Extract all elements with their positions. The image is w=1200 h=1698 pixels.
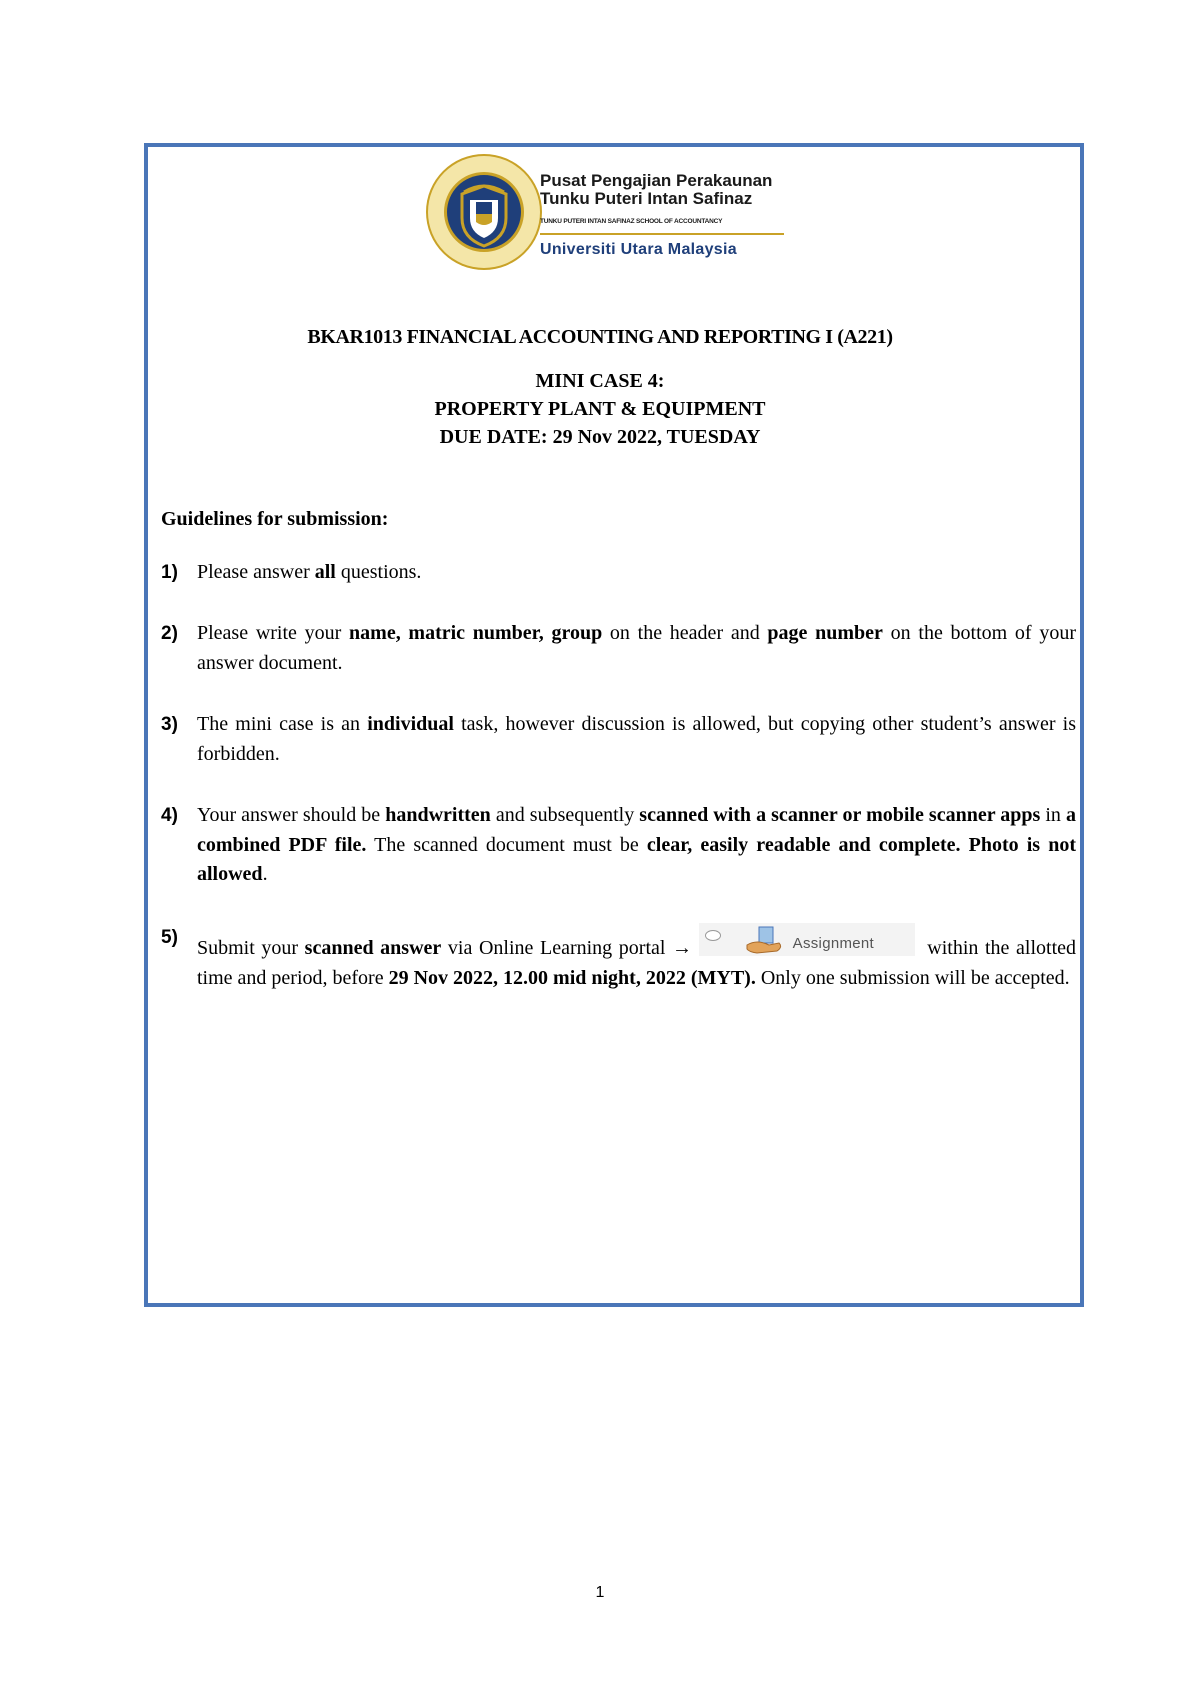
item-text: The mini case is an individual task, however discussion is allowed, but copying other student’s answer is forbidden.: [197, 713, 1076, 765]
assignment-hand-icon: [743, 925, 785, 955]
guideline-item-5: [161, 923, 1076, 993]
guideline-item-3: [161, 710, 1076, 769]
item-number: 3): [161, 714, 178, 735]
guideline-item-2: [161, 619, 1076, 678]
logo-text: [540, 172, 784, 259]
case-heading: [0, 367, 1200, 451]
logo-school-name-malay-2: Tunku Puteri Intan Safinaz: [540, 189, 753, 208]
assignment-link-chip: [699, 923, 915, 956]
item-text: Please answer all questions.: [197, 561, 422, 583]
due-date: DUE DATE: 29 Nov 2022, TUESDAY: [439, 426, 761, 448]
case-title: MINI CASE 4:: [535, 370, 665, 392]
university-seal-icon: [424, 152, 544, 272]
item-text: Submit your scanned answer via Online Learning portal → Assignment within the allotted time and period, before 29 Nov 2022, 12.00 mid night, 2022 (MYT). Only one submission will be accepted.: [197, 923, 1076, 993]
logo-university-name: Universiti Utara Malaysia: [540, 241, 737, 258]
item-number: 5): [161, 927, 178, 948]
item-number: 2): [161, 623, 178, 644]
logo-divider: [540, 233, 784, 235]
page-number: 1: [595, 1584, 605, 1601]
radio-icon: [705, 930, 721, 941]
guideline-item-4: [161, 801, 1076, 890]
item-number: 1): [161, 562, 178, 583]
item-text: Please write your name, matric number, group on the header and page number on the bottom of your answer document.: [197, 622, 1076, 674]
guidelines-heading: Guidelines for submission:: [161, 508, 389, 530]
course-title: BKAR1013 FINANCIAL ACCOUNTING AND REPORTING I (A221): [307, 326, 893, 348]
item-text: Your answer should be handwritten and subsequently scanned with a scanner or mobile scanner apps in a combined PDF file. The scanned document must be clear, easily readable and complete. Photo is not allowed.: [197, 804, 1076, 885]
logo-school-name-english: TUNKU PUTERI INTAN SAFINAZ SCHOOL OF ACCOUNTANCY: [540, 218, 723, 225]
logo-school-name-malay: Pusat Pengajian Perakaunan: [540, 171, 773, 190]
case-topic: PROPERTY PLANT & EQUIPMENT: [434, 398, 766, 420]
item-number: 4): [161, 805, 178, 826]
assignment-label: Assignment: [792, 935, 875, 952]
school-logo: [424, 152, 814, 272]
guideline-item-1: [161, 558, 1076, 588]
